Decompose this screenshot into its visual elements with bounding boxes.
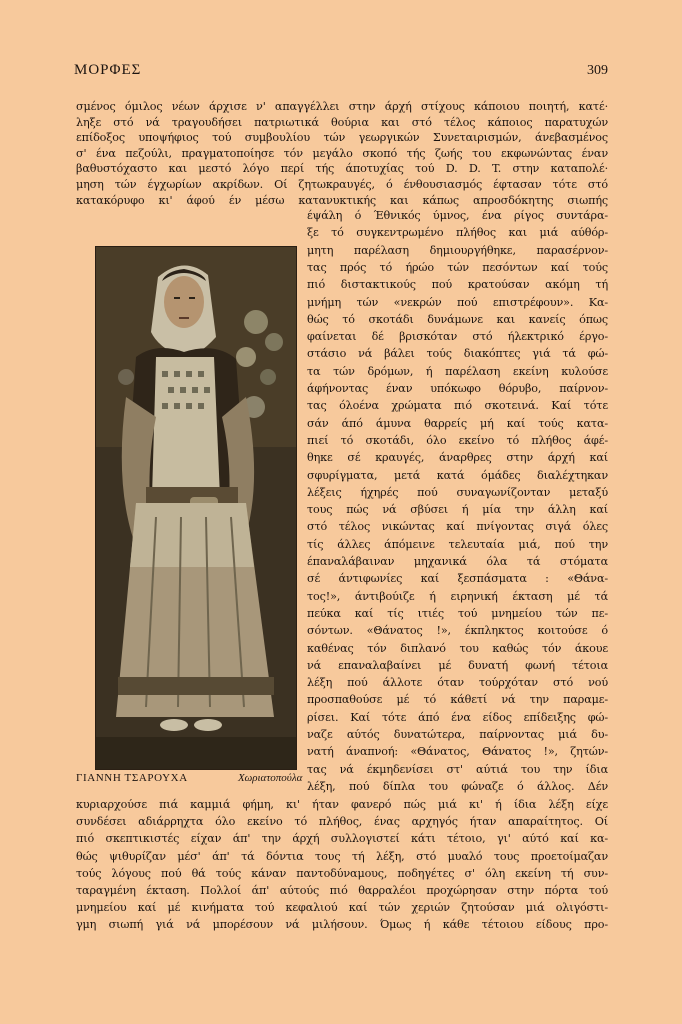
text-line: λέξη πού άλλοτε όταν τούρχόταν στό νού [307,676,608,690]
text-line: ληξε στό νά τραγουδήσει πατριωτικά θούρια και στό τέλος κάποιος παρατυχών [76,115,608,129]
text-line: τας νά έκμηδενίσει στ' αύτιά του την ίδια [307,762,608,776]
text-line: γμη σιωπή γιά νά μπορέσουν νά μιλήσουν. Όμως ή κάθε τέτοιου είδους προ- [76,918,608,932]
text-line: συνδέσει αδιάρρηχτα όλο εκείνο τό πλήθος, ένας αρχηγός ήταν απαραίτητος. Οί [76,815,608,829]
text-line: τούς λόγους πού θά τούς κάναν παντοδύναμους, ποδηγέτες σ' όλη εκείνη τή συν- [76,866,608,880]
text-line: μνήμη τών «νεκρών πού επιστρέφουν». Κα- [307,295,608,309]
text-line: σέ άντιφωνίες καί ξεσπάσματα : «Θάνα- [307,572,608,586]
text-line: καθένας τόν διπλανό του καθώς τόν άκουε [307,641,608,655]
text-line: έψάλη ό Έθνικός ύμνος, ένα ρίγος συντάρα- [307,209,608,222]
caption-title: Χωριατοπούλα [238,772,303,784]
text-line: τα τών δρόμων, ή παρέλαση εκείνη κυλούσε [307,364,608,378]
text-line: θώς τό σκοτάδι δυνάμωνε και κανείς όπως [307,312,608,326]
text-line: μητη παρέλαση δημιουργήθηκε, παρασέρνον- [307,243,608,257]
text-line: νά επαναλαβαίνει μέ δυνατή φωνή τέτοια [307,658,608,672]
journal-title: ΜΟΡΦΕΣ [74,62,142,78]
caption-artist: ΓΙΑΝΝΗ ΤΣΑΡΟΥΧΑ [76,772,188,784]
painting-figure-image [96,247,296,769]
text-line: κατακόρυφο κι' άφού έν μέσω κατανυκτικής και κάπως απροσδόκητης σιωπής [76,193,608,207]
text-line: ξε τό συγκεντρωμένο πλήθος και μιά αύθόρ- [307,226,608,240]
text-line: μνημείου καί μέ κινήματα τού κεφαλιού καί τών χεριών ζητούσαν μιά ολιγόστι- [76,901,608,915]
text-line: θώς ψιθυρίζαν μέσ' άπ' τά δόντια τους τή λέξη, στό μυαλό τους προετοίμαζαν [76,849,608,863]
text-line: πιεί τό σκοτάδι, όλο εκείνο τό πλήθος άφέ- [307,433,608,447]
text-line: στάσιο νά βάλει τούς διακόπτες γιά τά φώ- [307,347,608,361]
text-line: φαίνεται δέ βρισκόταν στό ήλεκτρικό έργο- [307,330,608,344]
text-line: προσπαθούσε μέ τό κάθετί νά την παραμε- [307,693,608,707]
text-line: τας όλοένα χρώματα πιό σκοτεινά. Καί τότε [307,399,608,413]
text-line: ρίσει. Καί τότε άπό ένα είδος επίδειξης φώ- [307,710,608,724]
text-line: ταραγμένη έκταση. Πολλοί άπ' αύτούς πιό θαρραλέοι προχώρησαν στην πόρτα τού [76,884,608,897]
text-line: τας πρός τό ήρώο τών πεσόντων καί τούς [307,260,608,274]
page-number: 309 [587,63,608,78]
painting-illustration [95,246,297,770]
text-line: βαθυστόχαστο και μεστό λόγο περί τής άποτυχίας τού D. D. T. στην καταπολέ· [76,162,608,176]
text-line: σόντων. «Θάνατος !», έκπληκτος κοιτούσε ό [307,624,608,638]
running-header [74,62,608,82]
text-line: σφυρίγματα, μετά κατά όμάδες διαλέχτηκαν [307,468,608,482]
text-line: τος!», άντιβούιζε ή ειρηνική έκταση μέ τά [307,589,608,603]
text-line: στό τέλος νικώντας καί πνίγοντας σιγά όλες [307,520,608,534]
text-line: σάν άπό άμυνα θαρρείς μή καί τούς κατα- [307,416,608,430]
text-line: άφήνοντας έναν υπόκωφο θόρυβο, παίρνον- [307,382,608,395]
text-line: ναζε αύτός δυνατώτερα, παίρνοντας μιά δυ- [307,728,608,741]
text-line: σ' ένα πεζούλι, πραγματοποίησε τόν μεγάλο σκοπό τής ζωής του εκφωνώντας έναν [76,146,608,160]
text-line: τους πώς νά σβύσει ή μία την άλλη καί [307,503,608,517]
text-line: λέξη, πού δίπλα του φώναζε ό άλλος. Δέν [307,779,608,793]
text-line: επίδοξος υποψήφιος τού συμβουλίου τών γεωργικών Συνεταιρισμών, άνεβασμένος [76,131,608,145]
text-line: θηκε σέ κραυγές, άναρθρες στην άρχή καί [307,451,608,465]
text-line: τίς άλλες άπόμεινε τελευταία μιά, πού την [307,537,608,551]
text-line: μηση τών έγχωρίων ακρίδων. Οί ζητωκραυγές, ό ένθουσιασμός έφτασαν τότε στό [76,178,608,191]
text-line: πιό σκεπτικιστές είχαν άπ' την άρχή συλλογιστεί κάτι τέτοιο, γι' αύτό καί κα- [76,832,608,846]
text-line: έπαναλάβαιναν μηχανικά όλα τά στόματα [307,555,608,568]
figure-caption [76,772,312,788]
text-line: σμένος όμιλος νέων άρχισε ν' απαγγέλλει στην άρχή στίχους κάποιου ποιητή, κατέ· [76,100,608,113]
text-line: λέξεις ήχηρές πού συναγωνίζονταν μεταξύ [307,485,608,499]
text-line: πεύκα καί τίς ιτιές τού μνημείου τών πε- [307,606,608,620]
text-line: νατή άναπνοή: «Θάνατος, Θάνατος !», ζητών- [307,745,608,759]
text-line: πιό διστακτικούς πού κρατούσαν ακόμη τή [307,278,608,292]
text-line: κυριαρχούσε πιά καμμιά φήμη, κι' ήταν φανερό πώς μιά κι' ή ίδια λέξη είχε [76,798,608,811]
